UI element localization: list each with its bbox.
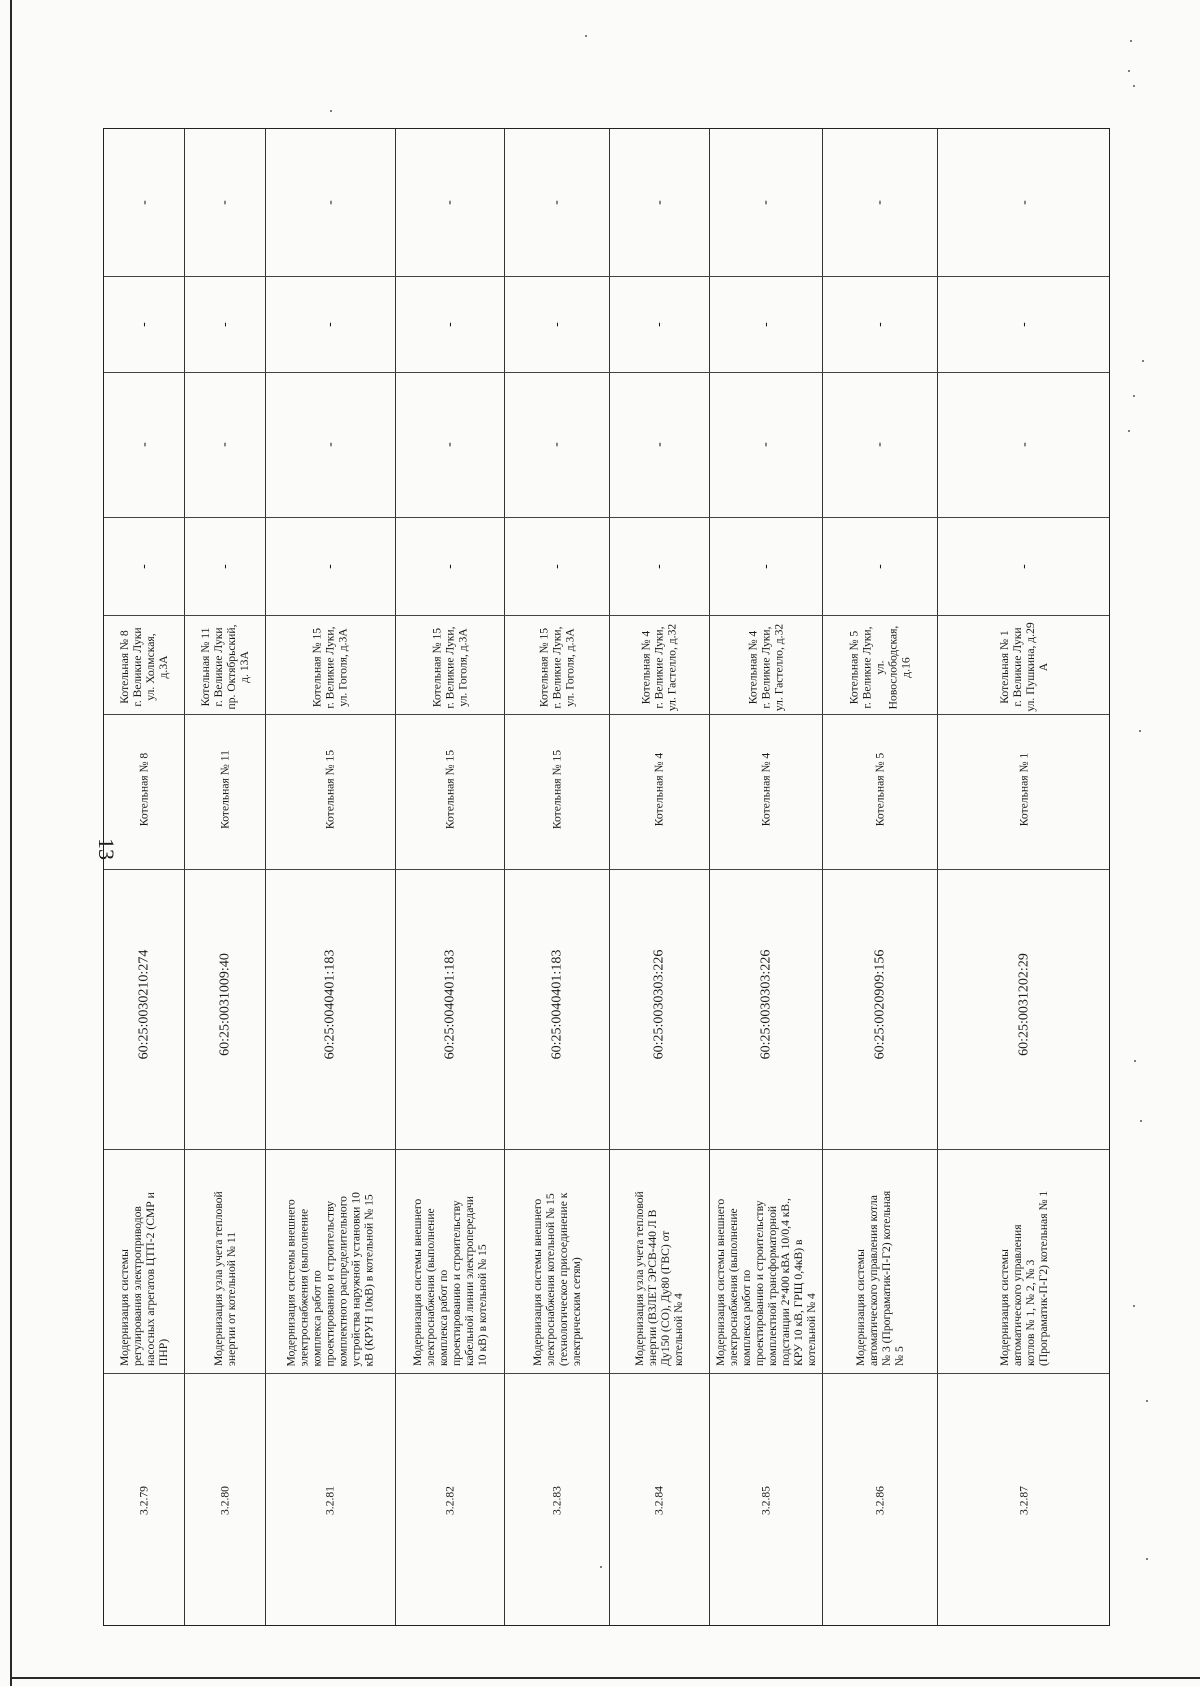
value-col-2: - (217, 442, 232, 447)
scan-speck (1146, 1400, 1148, 1402)
scan-speck (330, 110, 332, 112)
cadastral-number: 60:25:0030303:226 (758, 949, 773, 1059)
scan-speck (1146, 1558, 1148, 1560)
value-col-1-cell (609, 517, 709, 615)
cadastral-number: 60:25:0030303:226 (651, 949, 667, 1059)
object-name-cell (184, 719, 265, 859)
cadastral-number: 60:25:0031009:40 (217, 952, 232, 1056)
value-col-1-cell (184, 517, 265, 615)
value-col-3-cell (184, 276, 265, 372)
investment-program-table (103, 128, 1110, 1626)
cadastral-number: 60:25:0031202:29 (1016, 952, 1032, 1056)
scan-speck (1142, 360, 1144, 362)
value-col-2: - (322, 442, 338, 447)
object-address-cell (504, 615, 609, 719)
value-col-3: - (217, 321, 232, 327)
value-col-1-cell (265, 517, 395, 615)
value-col-2: - (758, 442, 773, 447)
scan-speck (585, 35, 587, 37)
scan-speck (1133, 1305, 1135, 1307)
row-number: 3.2.84 (652, 1485, 666, 1515)
object-address: Котельная № 15 г. Великие Луки, ул. Гоголя, д.3А (537, 625, 576, 709)
measure-name: Модернизация системы внешнего электроснабжения (выполнение комплекса работ по проектированию и строительству кабельной линии электропередачи 10 кВ) в котельной № 15 (410, 1196, 489, 1366)
row-number: 3.2.85 (759, 1485, 772, 1515)
row-number: 3.2.87 (1017, 1485, 1031, 1515)
measure-name: Модернизация системы регулирования электроприводов насосных агрегатов ЦТП-2 (СМР и ПНР) (118, 1192, 170, 1366)
object-address-cell (104, 615, 184, 719)
page-number: 13 (94, 838, 119, 860)
cadastral-number-cell (265, 859, 395, 1149)
value-col-1: - (872, 563, 887, 569)
cadastral-number: 60:25:0040401:183 (322, 949, 338, 1059)
value-col-1: - (322, 563, 338, 569)
value-col-4-cell (504, 129, 609, 276)
object-name-cell (822, 719, 937, 859)
value-col-4-cell (265, 129, 395, 276)
value-col-4: - (1016, 200, 1032, 205)
object-name: Котельная № 8 (137, 752, 151, 826)
object-address: Котельная № 8 г. Великие Луки ул. Холмская, д.3А (118, 627, 170, 707)
value-col-1: - (758, 563, 773, 569)
measure-name: Модернизация системы автоматического управления котла № 3 (Програматик-П-Г2) котельная № 5 (853, 1190, 906, 1366)
value-col-2: - (549, 442, 564, 447)
value-col-3: - (1016, 321, 1032, 327)
cadastral-number: 60:25:0040401:183 (442, 949, 457, 1059)
value-col-4: - (322, 200, 338, 205)
value-col-2-cell (395, 372, 504, 517)
row-number-cell (104, 1373, 184, 1627)
scan-speck (600, 1566, 602, 1568)
row-number: 3.2.82 (443, 1485, 456, 1515)
value-col-2: - (442, 442, 457, 447)
cadastral-number: 60:25:0040401:183 (549, 949, 564, 1059)
scan-frame-bottom (10, 1677, 1200, 1679)
measure-name-cell (395, 1149, 504, 1373)
object-address: Котельная № 11 г. Великие Луки пр. Октябрьский, д. 13А (198, 624, 251, 710)
value-col-4: - (758, 200, 773, 205)
value-col-4-cell (104, 129, 184, 276)
object-address: Котельная № 4 г. Великие Луки, ул. Гастелло, д.32 (746, 623, 785, 711)
scan-speck (1128, 430, 1130, 432)
value-col-3: - (549, 321, 564, 327)
value-col-3-cell (937, 276, 1111, 372)
object-name: Котельная № 15 (550, 749, 563, 829)
value-col-4: - (549, 200, 564, 205)
value-col-4-cell (822, 129, 937, 276)
measure-name: Модернизация системы внешнего электроснабжения (выполнение комплекса работ по проектированию и строительству комплектной трансформаторной подстанции 2*400 кВА 10/0,4 кВ., КРУ 10 кВ, ГРЩ 0,4кВ) в котельной № 4 (713, 1198, 818, 1366)
cadastral-number: 60:25:0030210:274 (136, 949, 152, 1059)
value-col-1-cell (709, 517, 822, 615)
row-number-cell (937, 1373, 1111, 1627)
value-col-2-cell (709, 372, 822, 517)
measure-name-cell (504, 1149, 609, 1373)
value-col-2: - (872, 442, 887, 447)
value-col-3: - (442, 321, 457, 327)
scan-speck (1134, 1060, 1136, 1062)
value-col-2-cell (937, 372, 1111, 517)
measure-name-cell (822, 1149, 937, 1373)
value-col-2-cell (265, 372, 395, 517)
object-address: Котельная № 5 г. Великие Луки, ул. Новослободская, д.16 (847, 625, 912, 709)
value-col-2-cell (609, 372, 709, 517)
object-name: Котельная № 15 (443, 749, 456, 829)
row-number: 3.2.80 (218, 1485, 231, 1515)
value-col-1: - (549, 563, 564, 569)
row-number-cell (184, 1373, 265, 1627)
value-col-2-cell (822, 372, 937, 517)
value-col-3-cell (709, 276, 822, 372)
measure-name-cell (609, 1149, 709, 1373)
measure-name: Модернизация системы автоматического управления котлов № 1, № 2, № 3 (Програматик-П-Г2) котельная № 1 (998, 1190, 1050, 1366)
value-col-3-cell (395, 276, 504, 372)
cadastral-number-cell (184, 859, 265, 1149)
object-name-cell (709, 719, 822, 859)
measure-name: Модернизация узла учета тепловой энергии от котельной № 11 (211, 1191, 238, 1366)
object-address: Котельная № 15 г. Великие Луки, ул. Гоголя, д.3А (310, 625, 350, 709)
value-col-4: - (136, 200, 152, 205)
object-address-cell (184, 615, 265, 719)
value-col-4: - (217, 200, 232, 205)
scan-speck (1139, 730, 1141, 732)
measure-name-cell (709, 1149, 822, 1373)
value-col-4-cell (937, 129, 1111, 276)
value-col-3-cell (822, 276, 937, 372)
object-address-cell (937, 615, 1111, 719)
value-col-1: - (1016, 563, 1032, 569)
object-name-cell (609, 719, 709, 859)
object-address-cell (265, 615, 395, 719)
measure-name: Модернизация системы внешнего электроснабжения котельной № 15 (технологическое присоединение к электрическим сетям) (530, 1192, 583, 1366)
row-number-cell (822, 1373, 937, 1627)
object-name-cell (504, 719, 609, 859)
value-col-3: - (651, 321, 667, 327)
value-col-3-cell (609, 276, 709, 372)
value-col-2: - (651, 442, 667, 447)
object-name-cell (104, 719, 184, 859)
cadastral-number-cell (709, 859, 822, 1149)
value-col-1-cell (504, 517, 609, 615)
row-number-cell (395, 1373, 504, 1627)
value-col-3: - (872, 321, 887, 327)
measure-name-cell (184, 1149, 265, 1373)
value-col-1-cell (104, 517, 184, 615)
cadastral-number-cell (609, 859, 709, 1149)
value-col-4-cell (609, 129, 709, 276)
scan-speck (1133, 85, 1135, 87)
cadastral-number-cell (395, 859, 504, 1149)
row-number: 3.2.86 (873, 1485, 886, 1515)
value-col-4: - (442, 200, 457, 205)
scan-speck (1128, 70, 1130, 72)
value-col-3-cell (265, 276, 395, 372)
object-name: Котельная № 1 (1017, 752, 1031, 826)
scan-frame-left (10, 0, 12, 1686)
object-name: Котельная № 5 (873, 752, 886, 826)
value-col-4-cell (395, 129, 504, 276)
scan-speck (1133, 395, 1135, 397)
measure-name-cell (265, 1149, 395, 1373)
row-number-cell (504, 1373, 609, 1627)
row-number-cell (709, 1373, 822, 1627)
object-name-cell (395, 719, 504, 859)
value-col-1: - (442, 563, 457, 569)
cadastral-number-cell (937, 859, 1111, 1149)
cadastral-number: 60:25:0020909:156 (872, 949, 887, 1059)
value-col-4: - (651, 200, 667, 205)
value-col-2: - (136, 442, 152, 447)
row-number: 3.2.79 (137, 1485, 151, 1515)
row-number: 3.2.81 (323, 1485, 337, 1515)
value-col-3-cell (504, 276, 609, 372)
object-address-cell (609, 615, 709, 719)
row-number-cell (265, 1373, 395, 1627)
value-col-1-cell (937, 517, 1111, 615)
value-col-4-cell (709, 129, 822, 276)
cadastral-number-cell (104, 859, 184, 1149)
value-col-4-cell (184, 129, 265, 276)
object-name-cell (265, 719, 395, 859)
value-col-1: - (651, 563, 667, 569)
value-col-3: - (322, 321, 338, 327)
object-address-cell (709, 615, 822, 719)
measure-name: Модернизация системы внешнего электроснабжения (выполнение комплекса работ по проектированию и строительству комплектного распределительного устройства наружной установки 10 кВ (КРУН 10кВ) в котельной № 15 (284, 1191, 376, 1366)
cadastral-number-cell (822, 859, 937, 1149)
object-name: Котельная № 15 (323, 749, 337, 829)
object-address-cell (395, 615, 504, 719)
measure-name-cell (104, 1149, 184, 1373)
object-name-cell (937, 719, 1111, 859)
value-col-3-cell (104, 276, 184, 372)
scan-speck (1130, 40, 1132, 42)
value-col-1: - (136, 563, 152, 569)
value-col-1-cell (395, 517, 504, 615)
value-col-2-cell (104, 372, 184, 517)
value-col-2-cell (504, 372, 609, 517)
object-name: Котельная № 4 (759, 752, 772, 826)
measure-name-cell (937, 1149, 1111, 1373)
object-name: Котельная № 4 (652, 752, 666, 826)
value-col-1-cell (822, 517, 937, 615)
value-col-2-cell (184, 372, 265, 517)
object-address: Котельная № 4 г. Великие Луки, ул. Гастелло, д.32 (639, 623, 679, 711)
value-col-2: - (1016, 442, 1032, 447)
object-name: Котельная № 11 (218, 749, 231, 829)
object-address-cell (822, 615, 937, 719)
value-col-1: - (217, 563, 232, 569)
cadastral-number-cell (504, 859, 609, 1149)
object-address: Котельная № 1 г. Великие Луки ул. Пушкина, д.29 А (998, 622, 1050, 712)
row-number: 3.2.83 (550, 1485, 563, 1515)
measure-name: Модернизация узла учета тепловой энергии (ВЗЛЕТ ЭРСВ-440 Л В Ду150 (СО), Ду80 (ГВС) от котельной № 4 (633, 1191, 685, 1366)
value-col-3: - (758, 321, 773, 327)
object-address: Котельная № 15 г. Великие Луки, ул. Гоголя, д.3А (430, 625, 469, 709)
value-col-4: - (872, 200, 887, 205)
row-number-cell (609, 1373, 709, 1627)
scan-speck (1140, 1120, 1142, 1122)
value-col-3: - (136, 321, 152, 327)
